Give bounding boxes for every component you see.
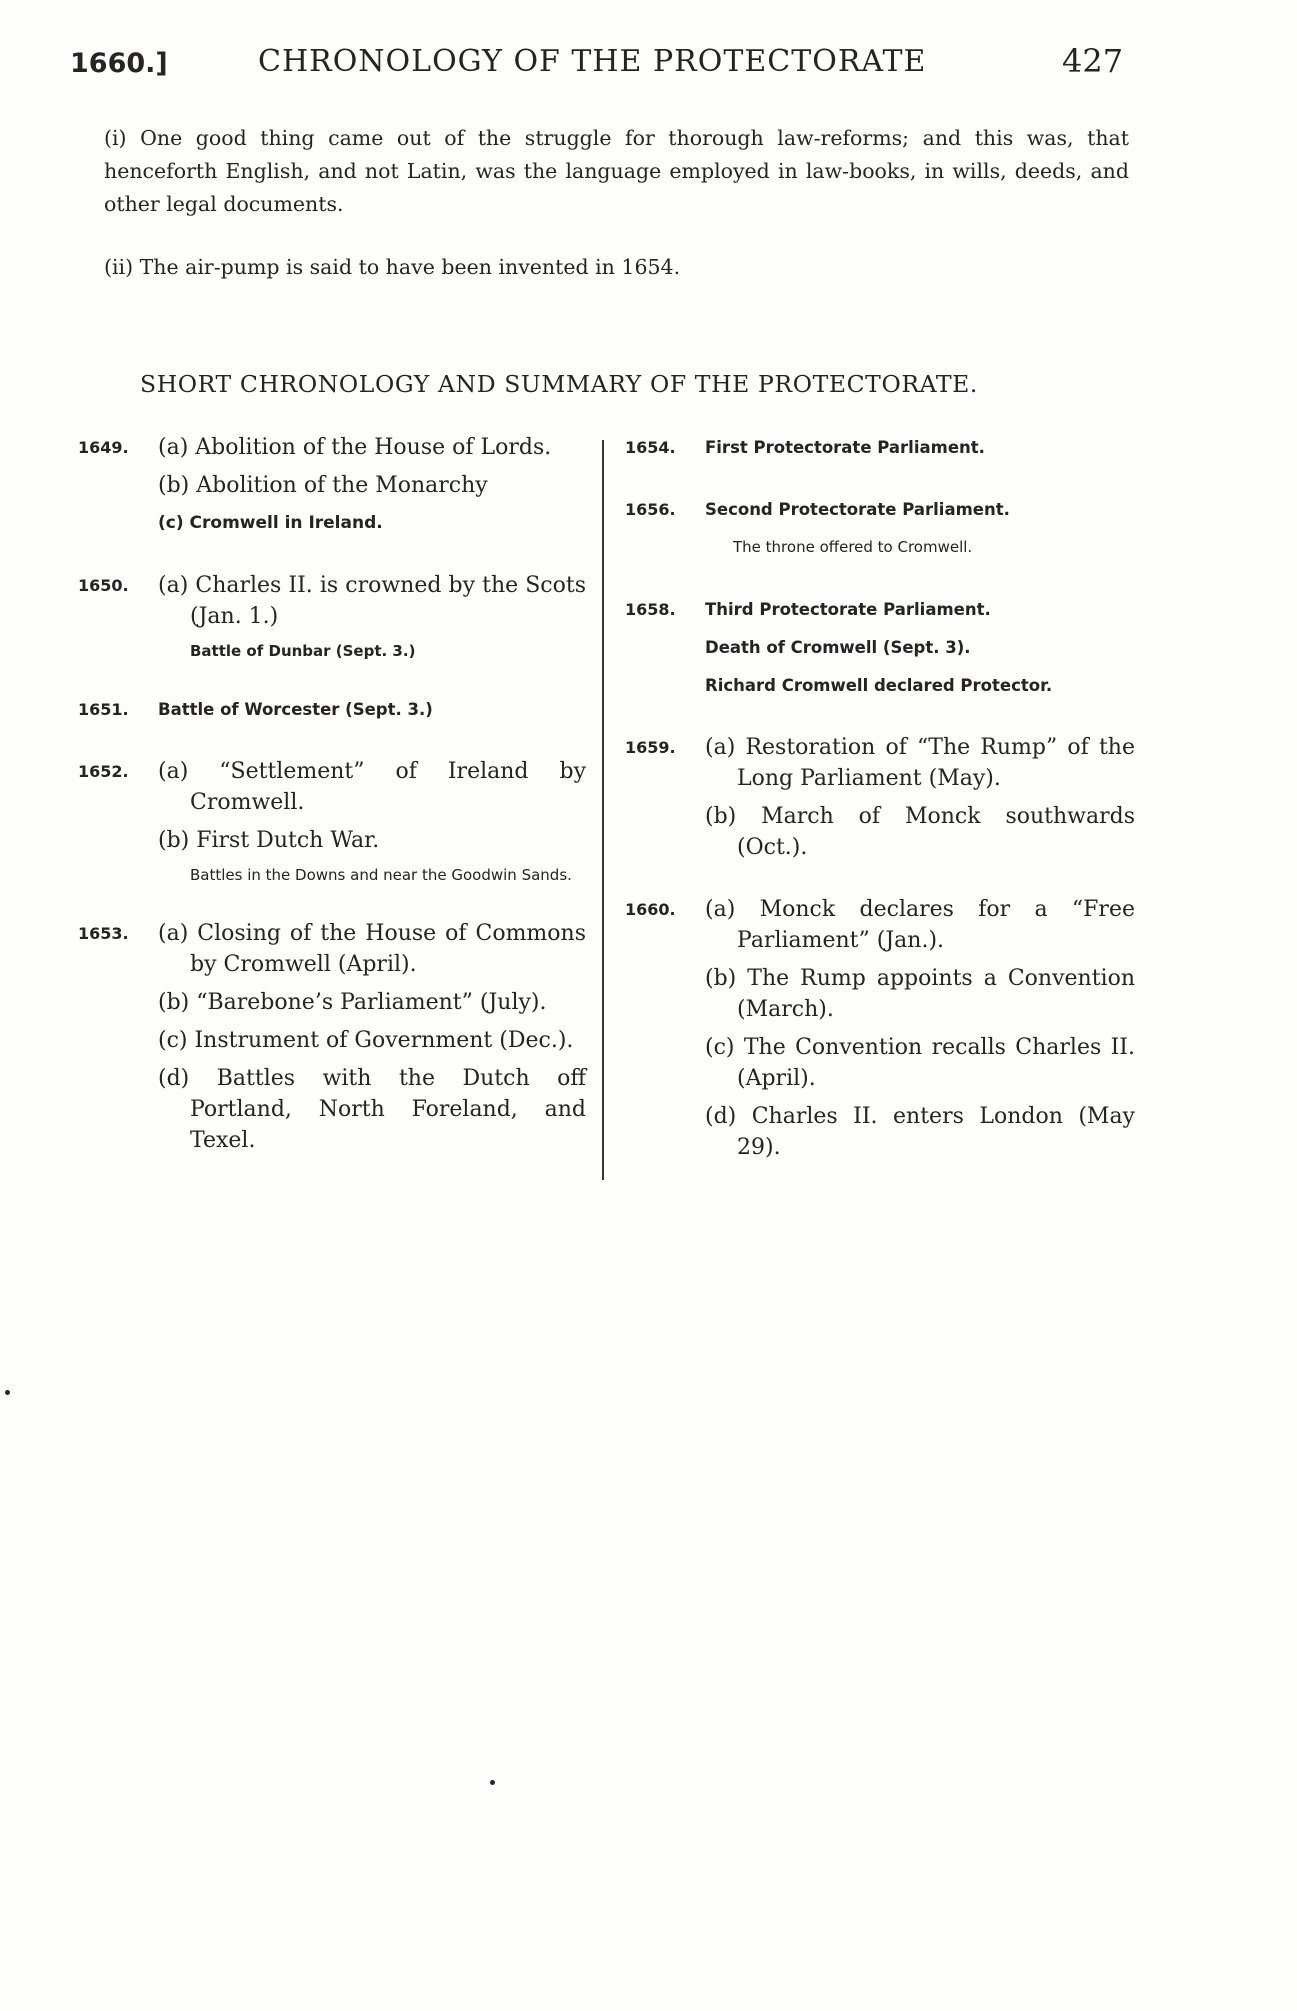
event: First Protectorate Parliament.	[705, 438, 985, 457]
event: (b) March of Monck southwards (Oct.).	[705, 804, 1135, 860]
event: Death of Cromwell (Sept. 3).	[705, 638, 971, 657]
year-label: 1656.	[625, 500, 676, 519]
year-label: 1660.	[625, 900, 676, 919]
event: Battle of Dunbar (Sept. 3.)	[190, 642, 416, 660]
event: (a) Monck declares for a “Free Parliament” (Jan.).	[705, 897, 1135, 953]
left-column	[78, 432, 586, 1163]
event: (c) The Convention recalls Charles II. (April).	[705, 1035, 1135, 1091]
event: (a) “Settlement” of Ireland by Cromwell.	[158, 759, 586, 815]
right-column	[625, 432, 1135, 1170]
page-number: 427	[1062, 42, 1124, 80]
year-label: 1652.	[78, 762, 129, 781]
section-title: SHORT CHRONOLOGY AND SUMMARY OF THE PROTECTORATE.	[140, 370, 978, 398]
event: (c) Instrument of Government (Dec.).	[158, 1028, 574, 1053]
year-label: 1650.	[78, 576, 129, 595]
year-label: 1653.	[78, 924, 129, 943]
event: (b) Abolition of the Monarchy	[158, 473, 488, 498]
event: (a) Restoration of “The Rump” of the Long Parliament (May).	[705, 735, 1135, 791]
event: The throne offered to Cromwell.	[733, 538, 973, 556]
column-divider	[602, 440, 604, 1180]
print-speck	[490, 1780, 495, 1785]
entry-1652	[78, 756, 586, 894]
event: (a) Charles II. is crowned by the Scots (Jan. 1.)	[158, 573, 586, 629]
year-label: 1651.	[78, 700, 129, 719]
paragraph-air-pump: (ii) The air-pump is said to have been invented in 1654.	[104, 255, 681, 279]
entry-1654	[625, 432, 1135, 470]
running-head-title: CHRONOLOGY OF THE PROTECTORATE	[258, 44, 927, 79]
event: Battles in the Downs and near the Goodwin Sands.	[190, 866, 572, 884]
event: (b) First Dutch War.	[158, 828, 380, 853]
event: Third Protectorate Parliament.	[705, 600, 991, 619]
event: (d) Charles II. enters London (May 29).	[705, 1104, 1135, 1160]
entry-1653	[78, 918, 586, 1163]
running-head-year: 1660.]	[70, 48, 168, 79]
event: Second Protectorate Parliament.	[705, 500, 1010, 519]
paragraph-law-reforms: (i) One good thing came out of the struggle for thorough law-reforms; and this was, that henceforth English, and not Latin, was the language employed in law-books, in wills, deeds, and other legal documents.	[104, 126, 1129, 216]
entry-1659	[625, 732, 1135, 870]
year-label: 1658.	[625, 600, 676, 619]
print-speck	[5, 1390, 10, 1395]
entry-1656	[625, 494, 1135, 570]
entry-1651	[78, 694, 586, 732]
entry-1650	[78, 570, 586, 670]
event: (b) “Barebone’s Parliament” (July).	[158, 990, 547, 1015]
year-label: 1649.	[78, 438, 129, 457]
event: (b) The Rump appoints a Convention (March).	[705, 966, 1135, 1022]
entry-1660	[625, 894, 1135, 1170]
entry-1649	[78, 432, 586, 546]
event: (c) Cromwell in Ireland.	[158, 513, 383, 533]
event: (d) Battles with the Dutch off Portland, North Foreland, and Texel.	[158, 1066, 586, 1153]
entry-1658	[625, 594, 1135, 708]
event: Richard Cromwell declared Protector.	[705, 676, 1053, 695]
year-label: 1654.	[625, 438, 676, 457]
year-label: 1659.	[625, 738, 676, 757]
event: (a) Abolition of the House of Lords.	[158, 435, 552, 460]
event: Battle of Worcester (Sept. 3.)	[158, 700, 433, 719]
event: (a) Closing of the House of Commons by Cromwell (April).	[158, 921, 586, 977]
